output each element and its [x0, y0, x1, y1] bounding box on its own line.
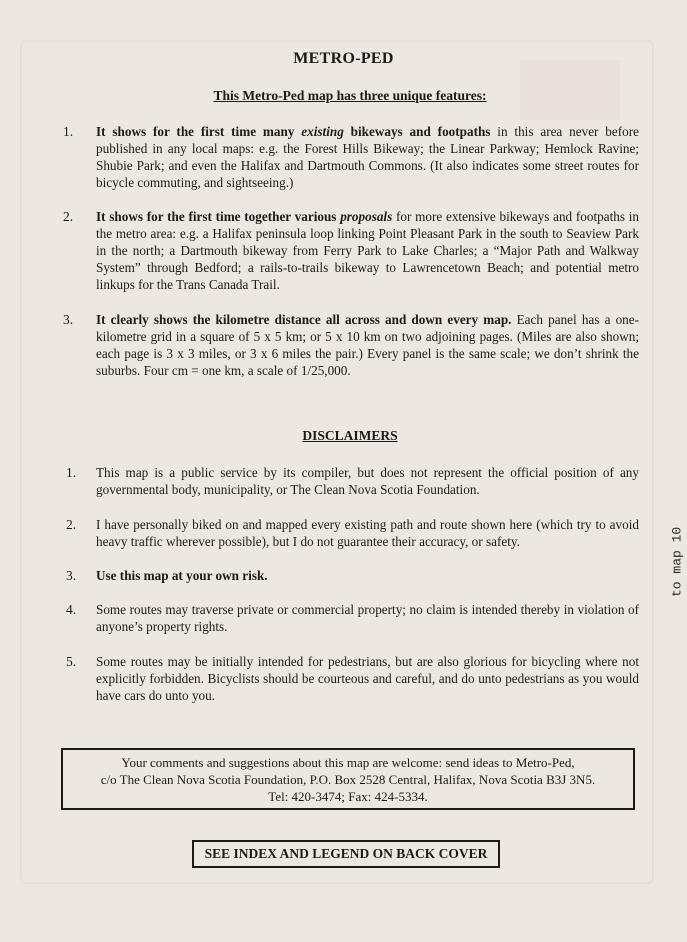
page-title: METRO-PED — [293, 50, 394, 67]
disclaimers-heading: DISCLAIMERS — [302, 428, 398, 443]
feature-number: 2. — [63, 209, 74, 224]
feature-lead: It clearly shows the kilometre distance all across and down every map. — [96, 312, 512, 327]
contact-line: Your comments and suggestions about this map are welcome: send ideas to Metro-Ped, — [121, 755, 575, 770]
feature-item — [96, 208, 639, 293]
feature-item — [96, 123, 639, 191]
disclaimer-number: 1. — [66, 465, 77, 480]
feature-body: Each panel has a one-kilometre grid in a square of 5 x 5 km; or 5 x 10 km on two adjoining pages. (Miles are also shown; each page is 3 x 3 miles, or 3 x 6 miles the pair.) Every panel is the same scale; we don’t shrink the suburbs. Four cm = one km, a scale of 1/25,000. — [96, 312, 639, 378]
feature-number: 1. — [63, 124, 74, 139]
contact-phone: Tel: 420-3474; Fax: 424-5334. — [268, 789, 428, 804]
disclaimer-item: Some routes may traverse private or commercial property; no claim is intended thereby in violation of anyone’s property rights. — [96, 602, 639, 634]
feature-item — [96, 311, 639, 379]
map-reference-label: to map 10 — [669, 526, 685, 598]
contact-address: c/o The Clean Nova Scotia Foundation, P.O. Box 2528 Central, Halifax, Nova Scotia B3J 3N5. — [100, 772, 596, 787]
disclaimer-item: Some routes may be initially intended for pedestrians, but are also glorious for bicycling where not explicitly forbidden. Bicyclists should be courteous and careful, and do unto pedestrians as you would have cars do unto you. — [96, 654, 639, 703]
back-cover-note: SEE INDEX AND LEGEND ON BACK COVER — [192, 840, 500, 868]
disclaimer-item: Use this map at your own risk. — [96, 568, 268, 583]
feature-lead-tail: bikeways and footpaths — [343, 124, 491, 139]
contact-box — [61, 748, 635, 810]
feature-body: in this area never before published in any local maps: e.g. the Forest Hills Bikeway; the Linear Parkway; Hemlock Ravine; Shubie Park; and even the Halifax and Dartmouth Commons. (It also indicates some street routes for bicycle commuting, and sightseeing.) — [96, 124, 639, 190]
disclaimer-number: 5. — [66, 654, 77, 669]
feature-lead: It shows for the first time many — [96, 124, 302, 139]
disclaimer-number: 4. — [66, 602, 77, 617]
disclaimer-number: 2. — [66, 517, 77, 532]
disclaimer-item: I have personally biked on and mapped every existing path and route shown here (which try to avoid heavy traffic wherever possible), but I do not guarantee their accuracy, or safety. — [96, 517, 639, 549]
feature-number: 3. — [63, 312, 74, 327]
feature-lead-emphasis: existing — [301, 124, 344, 139]
disclaimer-number: 3. — [66, 568, 77, 583]
features-heading: This Metro-Ped map has three unique features: — [213, 88, 487, 103]
feature-lead-emphasis: proposals — [340, 209, 393, 224]
feature-lead: It shows for the first time together various — [96, 209, 341, 224]
feature-body: for more extensive bikeways and footpaths in the metro area: e.g. a Halifax peninsula loop linking Point Pleasant Park in the south to Seaview Park in the north; a Dartmouth bikeway from Ferry Park to Lake Charles; a “Major Path and Walkway System” through Bedford; a rails-to-trails bikeway to Lawrencetown Beach; and potential metro linkups for the Trans Canada Trail. — [96, 209, 639, 292]
disclaimer-item: This map is a public service by its compiler, but does not represent the official position of any governmental body, municipality, or The Clean Nova Scotia Foundation. — [96, 465, 639, 497]
